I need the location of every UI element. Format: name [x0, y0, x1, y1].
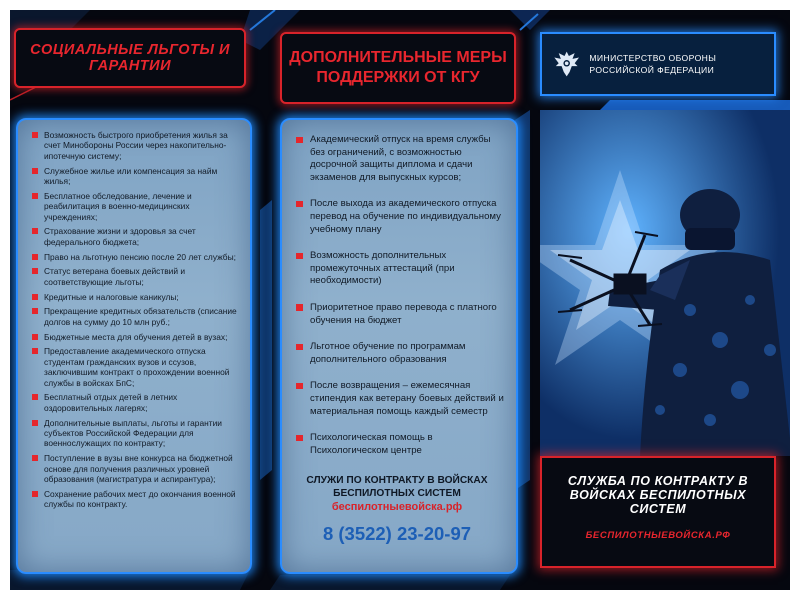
red-square-bullet-icon — [32, 132, 38, 138]
red-square-bullet-icon — [32, 168, 38, 174]
contract-headline: СЛУЖБА ПО КОНТРАКТУ В ВОЙСКАХ БЕСПИЛОТНЫХ СИСТЕМ — [567, 474, 749, 516]
middle-panel-header — [280, 32, 516, 104]
left-panel-header — [14, 28, 246, 88]
cta-website-link[interactable]: беспилотныевойска.рф — [331, 501, 463, 513]
red-square-bullet-icon — [32, 308, 38, 314]
list-item: Прекращение кредитных обязательств (списание долгов на сумму до 10 млн руб.; — [32, 306, 242, 327]
benefits-list — [18, 120, 250, 510]
red-square-bullet-icon — [32, 491, 38, 497]
red-square-bullet-icon — [32, 455, 38, 461]
contract-service-banner — [540, 456, 776, 568]
list-item: Возможность дополнительных промежуточных аттестаций (при необходимости) — [296, 250, 506, 288]
contract-website-link[interactable]: БЕСПИЛОТНЫЕВОЙСКА.РФ — [585, 530, 731, 541]
red-square-bullet-icon — [32, 254, 38, 260]
double-headed-eagle-emblem-icon — [550, 41, 583, 87]
list-item: Льготное обучение по программам дополнительного образования — [296, 341, 506, 366]
soldier-with-drone-image — [540, 110, 790, 456]
red-square-bullet-icon — [32, 348, 38, 354]
list-item: Поступление в вузы вне конкурса на бюджетной основе для получения различных уровней образования (магистратура и аспирантура); — [32, 453, 242, 484]
middle-panel-title: ДОПОЛНИТЕЛЬНЫЕ МЕРЫ ПОДДЕРЖКИ ОТ КГУ — [289, 49, 507, 86]
list-item: Право на льготную пенсию после 20 лет службы; — [32, 252, 242, 262]
red-square-bullet-icon — [32, 394, 38, 400]
list-item: Служебное жилье или компенсация за найм жилья; — [32, 166, 242, 187]
cta-phone-number[interactable]: 8 (3522) 23-20-97 — [322, 523, 472, 544]
red-square-bullet-icon — [32, 420, 38, 426]
ministry-header — [540, 32, 776, 96]
red-square-bullet-icon — [296, 344, 303, 351]
list-item: Страхование жизни и здоровья за счет федерального бюджета; — [32, 226, 242, 247]
list-item: Возможность быстрого приобретения жилья за счет Минобороны России через накопительно-ипотечную систему; — [32, 130, 242, 161]
red-square-bullet-icon — [32, 193, 38, 199]
list-item: Кредитные и налоговые каникулы; — [32, 292, 242, 302]
list-item: Дополнительные выплаты, льготы и гарантии субъектов Российской Федерации для военнослужащих по контракту; — [32, 418, 242, 449]
list-item: Бесплатное обследование, лечение и реабилитация в военно-медицинских учреждениях; — [32, 191, 242, 222]
list-item: Психологическая помощь в Психологическом центре — [296, 432, 506, 457]
red-square-bullet-icon — [296, 137, 303, 144]
red-square-bullet-icon — [32, 334, 38, 340]
brochure — [10, 10, 790, 590]
red-square-bullet-icon — [296, 201, 303, 208]
red-square-bullet-icon — [296, 253, 303, 260]
list-item: Статус ветерана боевых действий и соответствующие льготы; — [32, 266, 242, 287]
list-item: Приоритетное право перевода с платного обучения на бюджет — [296, 302, 506, 327]
list-item: Бюджетные места для обучения детей в вузах; — [32, 332, 242, 342]
red-square-bullet-icon — [32, 228, 38, 234]
list-item: После возвращения – ежемесячная стипендия как ветерану боевых действий и материальная помощь каждый семестр — [296, 380, 506, 418]
red-square-bullet-icon — [296, 304, 303, 311]
ministry-name: МИНИСТЕРСТВО ОБОРОНЫ РОССИЙСКОЙ ФЕДЕРАЦИИ — [589, 53, 717, 75]
benefits-list-box — [16, 118, 252, 574]
support-list — [282, 120, 516, 457]
recruitment-cta — [280, 474, 514, 546]
list-item: Предоставление академического отпуска студентам гражданских вузов и ссузов, заключившим контракт о прохождении военной службы в войсках БпС; — [32, 346, 242, 388]
list-item: Сохранение рабочих мест до окончания военной службы по контракту. — [32, 489, 242, 510]
list-item: Бесплатный отдых детей в летних оздоровительных лагерях; — [32, 392, 242, 413]
cta-title: СЛУЖИ ПО КОНТРАКТУ В ВОЙСКАХ БЕСПИЛОТНЫХ СИСТЕМ — [306, 475, 488, 499]
list-item: После выхода из академического отпуска перевод на обучение по индивидуальному учебному плану — [296, 198, 506, 236]
red-square-bullet-icon — [32, 268, 38, 274]
red-square-bullet-icon — [32, 294, 38, 300]
red-square-bullet-icon — [296, 383, 303, 390]
red-square-bullet-icon — [296, 435, 303, 442]
star-emblem-icon — [540, 110, 790, 456]
left-panel-title: СОЦИАЛЬНЫЕ ЛЬГОТЫ И ГАРАНТИИ — [30, 42, 230, 74]
list-item: Академический отпуск на время службы без ограничений, с возможностью досрочной защиты диплома и сдачи экзаменов для выпускных курсов; — [296, 134, 506, 184]
